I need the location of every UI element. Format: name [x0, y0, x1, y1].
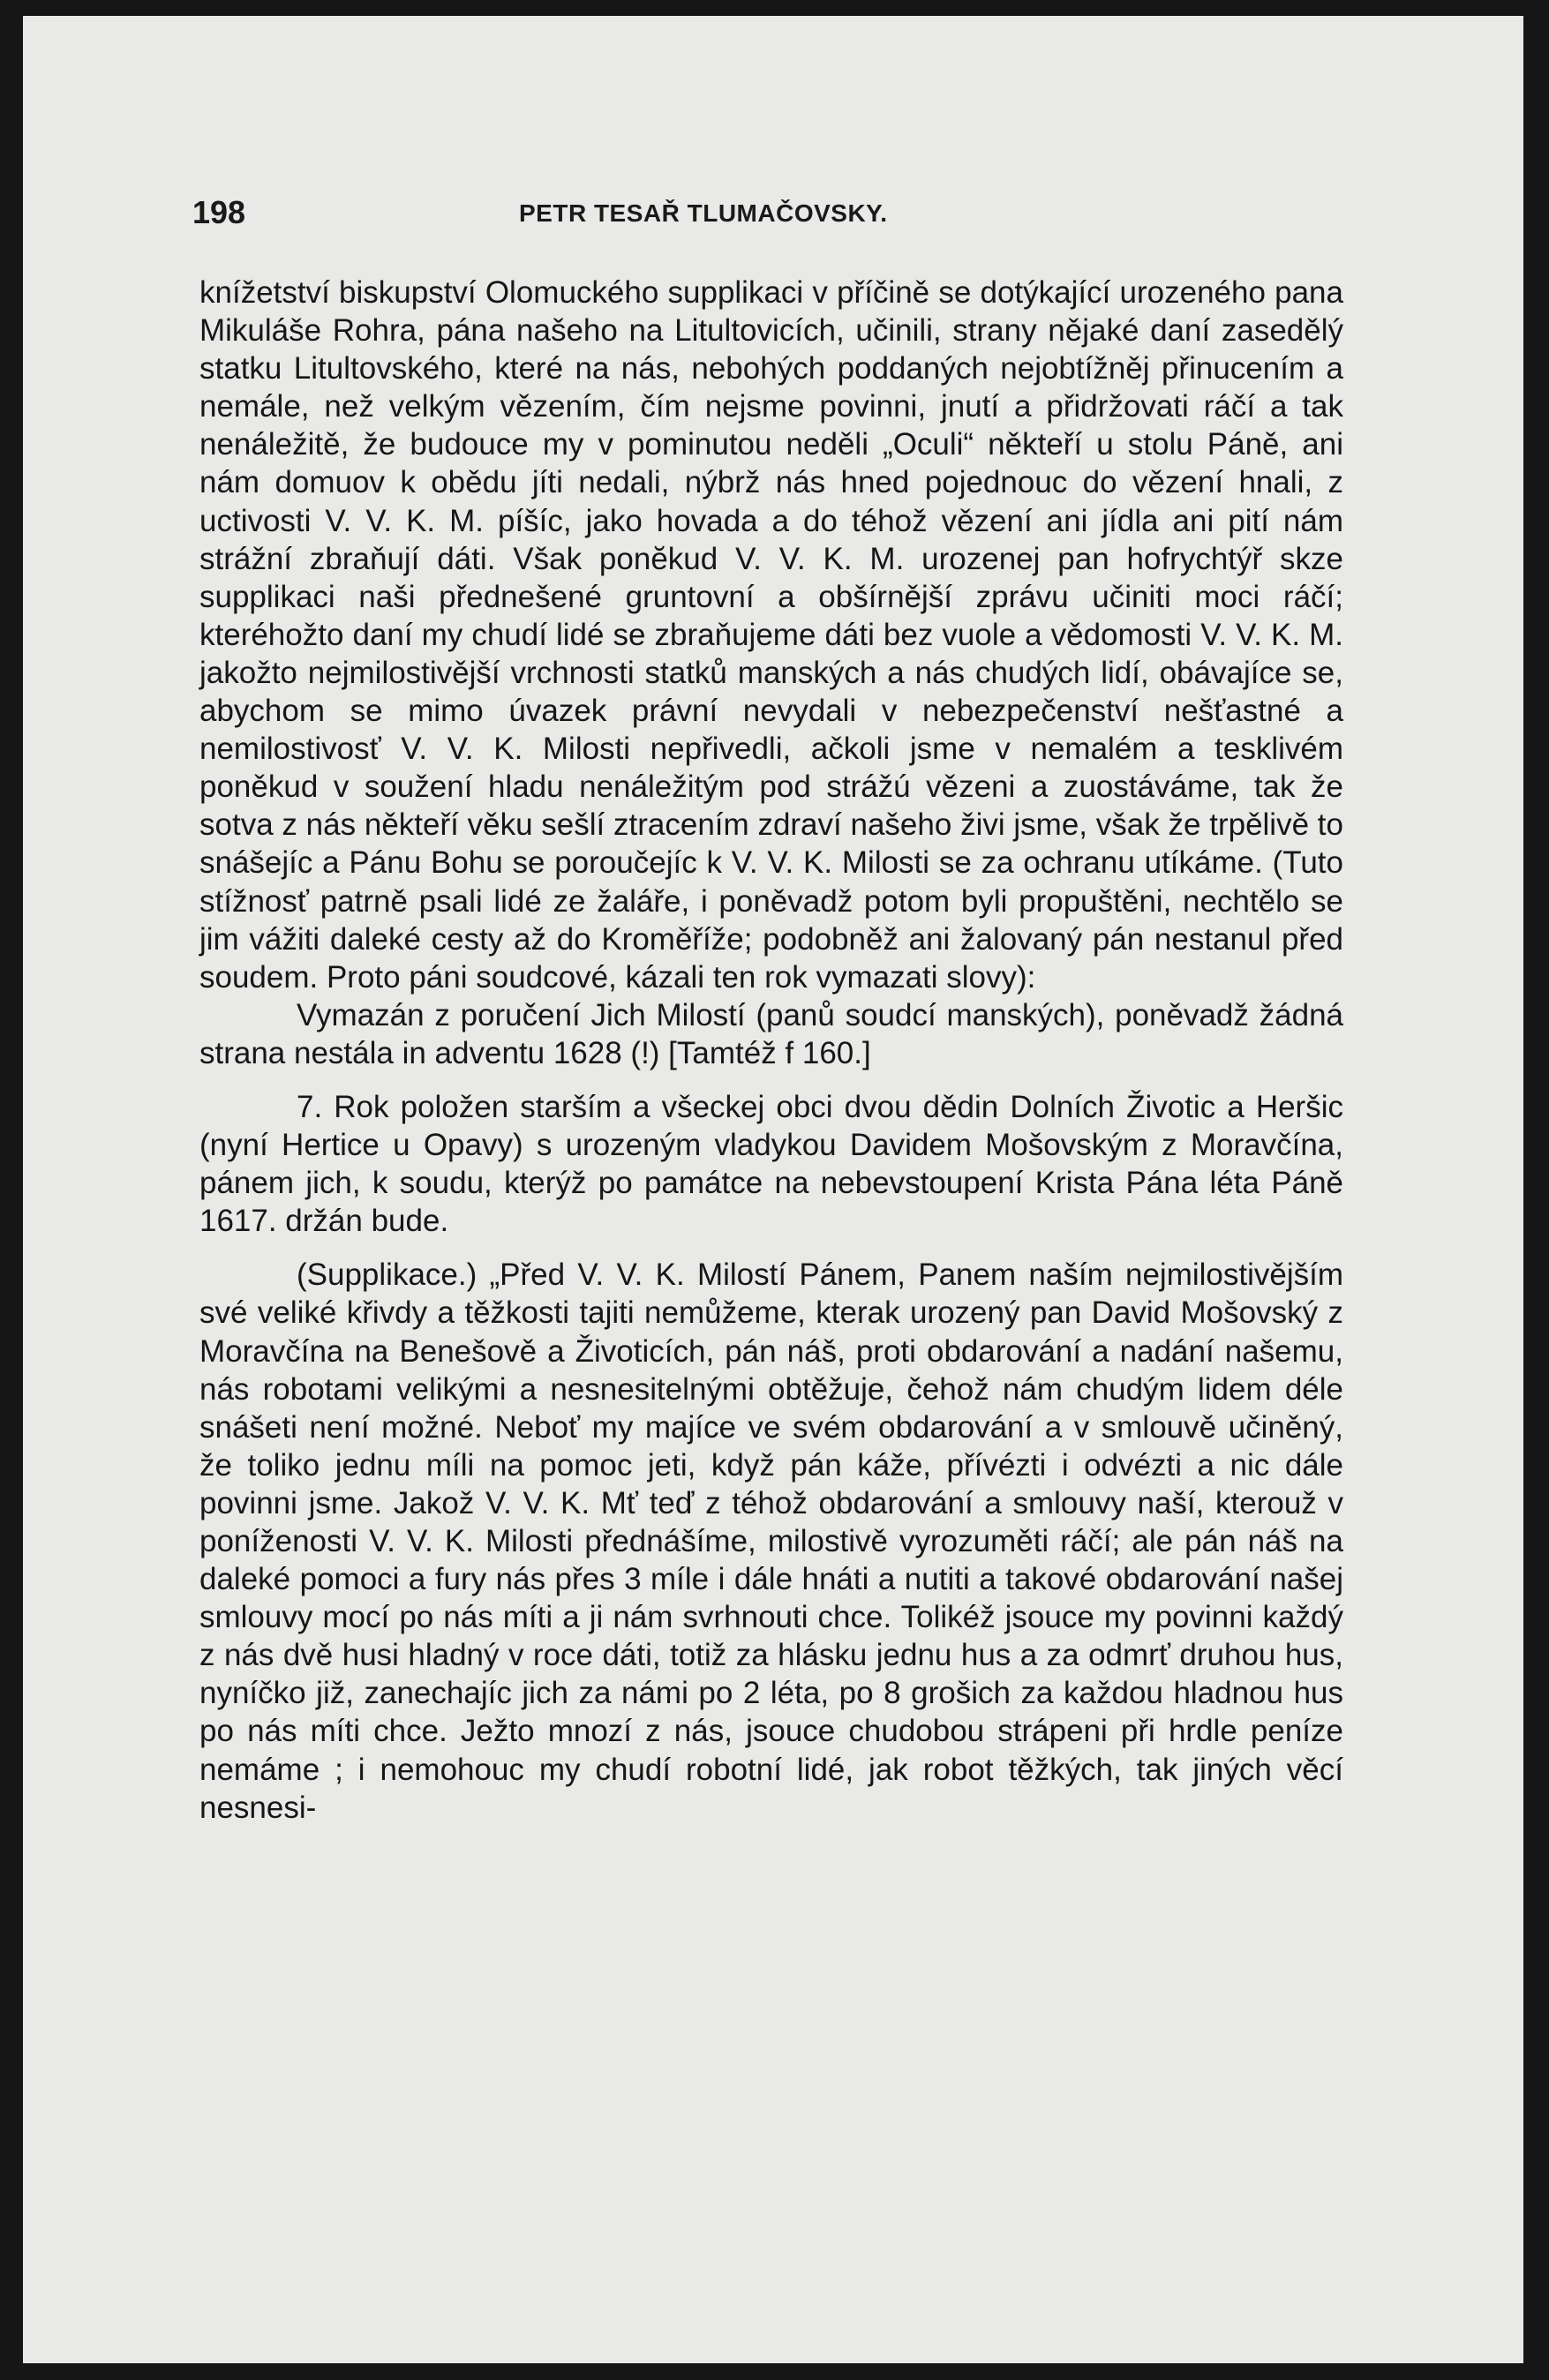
paragraph-supplication-zivotice: (Supplikace.) „Před V. V. K. Milostí Pánem, Panem naším nejmilostivějším své veliké křivdy a těžkosti tajiti nemůžeme, kterak urozený pan David Mošovský z Moravčína na Benešově a Životicích, pán náš, proti obdarování a nadání našemu, nás robotami velikými a nesnesitelnými obtěžuje, čehož nám chudým lidem déle snášeti není možné. Neboť my majíce ve svém obdarování a v smlouvě učiněný, že toliko jednu míli na pomoc jeti, když pán káže, přívézti i odvézti a nic dále povinni jsme. Jakož V. V. K. Mť teď z téhož obdarování a smlouvy naší, kterouž v poníženosti V. V. K. Milosti přednášíme, milostivě vyrozuměti ráčí; ale pán náš na daleké pomoci a fury nás přes 3 míle i dále hnáti a nutiti a takové obdarování našej smlouvy mocí po nás míti a ji nám svrhnouti chce. Tolikéž jsouce my povinni každý z nás dvě husi hladný v roce dáti, totiž za hlásku jednu hus a za odmrť druhou hus, nyníčko již, zanechajíc jich za námi po 2 léta, po 8 grošich za každou hladnou hus po nás míti chce. Ježto mnozí z nás, jsouce chudobou strápeni při hrdle peníze nemáme ; i nemohouc my chudí robotní lidé, jak robot těžkých, tak jiných věcí nesnesi-	[199, 1258, 1343, 1825]
page-header	[192, 194, 987, 238]
page-number: 198	[192, 194, 246, 230]
paragraph-gap	[199, 1072, 1343, 1088]
paragraph-supplication-litultovice: knížetství biskupství Olomuckého supplikaci v příčině se dotýkající urozeného pana Mikuláše Rohra, pána našeho na Litultovicích, učinili, strany nějaké daní zasedělý statku Litultovského, které na nás, nebohých poddaných nejobtížněj přinucením a nemále, než velkým vězením, čím nejsme povinni, jnutí a přidržovati ráčí a tak nenáležitě, že budouce my v pominutou neděli „Oculi“ někteří u stolu Páně, ani nám domuov k obědu jíti nedali, nýbrž nás hned pojednouc do vězení hnali, z uctivosti V. V. K. M. píšíc, jako hovada a do téhož vězení ani jídla ani pití nám strážní zbraňují dáti. Však ponĕkud V. V. K. M. urozenej pan hofrychtýř skze supplikaci naši přednešené gruntovní a obšírnější zprávu učiniti moci ráčí; kteréhožto daní my chudí lidé se zbraňujeme dáti bez vuole a vědomosti V. V. K. M. jakožto nejmilostivější vrchnosti statků manských a nás chudých lidí, obávajíce se, abychom se mimo úvazek právní nevydali v nebezpečenství nešťastné a nemilostivosť V. V. K. Milosti nepřivedli, ačkoli jsme v nemalém a tesklivém poněkud v soužení hladu nenáležitým pod strážú vězeni a zuostáváme, tak že sotva z nás někteří věku sešlí ztracením zdraví našeho živi jsme, však že trpělivě to snášejíc a Pánu Bohu se poroučejíc k V. V. K. Milosti se za ochranu utíkáme. (Tuto stížnosť patrně psali lidé ze žaláře, i poněvadž potom byli propuštěni, nechtělo se jim vážiti daleké cesty až do Kroměříže; podobněž ani žalovaný pán nestanul před soudem. Proto páni soudcové, kázali ten rok vymazati slovy):	[199, 275, 1343, 995]
running-head: PETR TESAŘ TLUMAČOVSKY.	[519, 199, 888, 227]
paragraph-erasure-note: Vymazán z poručení Jich Milostí (panů soudcí manských), poněvadž žádná strana nestála in adventu 1628 (!) [Tamtéž f 160.]	[199, 997, 1343, 1070]
body-text	[199, 274, 1343, 1827]
book-page	[23, 16, 1523, 2363]
paragraph-gap	[199, 1240, 1343, 1256]
paragraph-case-7: 7. Rok položen starším a všeckej obci dvou dědin Dolních Životic a Heršic (nyní Hertice u Opavy) s urozeným vladykou Davidem Mošovským z Moravčína, pánem jich, k soudu, kterýž po památce na nebevstoupení Krista Pána léta Páně 1617. držán bude.	[199, 1089, 1343, 1239]
